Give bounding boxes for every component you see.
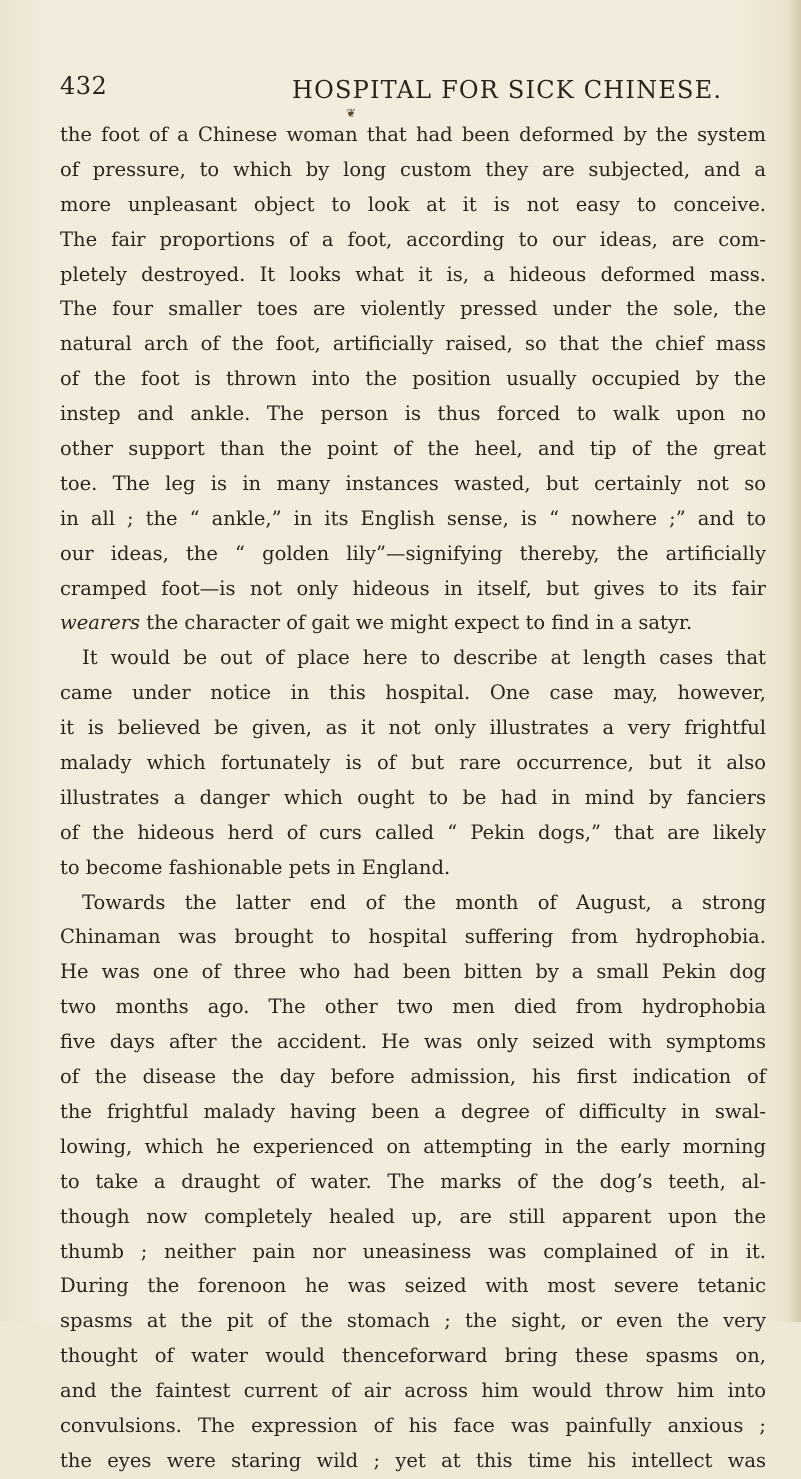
paragraph-start-line: Towards the latter end of the month of August, a strong <box>82 890 766 914</box>
text-line: instep and ankle. The person is thus forced to walk upon no <box>60 402 766 426</box>
text-line: The fair proportions of a foot, according to our ideas, are com- <box>60 227 766 251</box>
page-header <box>60 72 760 120</box>
text-line: cramped foot—is not only hideous in itself, but gives to its fair <box>60 576 766 600</box>
text-line: came under notice in this hospital. One case may, however, <box>60 681 766 705</box>
text-line: pletely destroyed. It looks what it is, a hideous deformed mass. <box>60 262 766 286</box>
text-line: malady which fortunately is of but rare occurrence, but it also <box>60 751 766 775</box>
text-line: thumb ; neither pain nor uneasiness was complained of in it. <box>60 1239 766 1263</box>
text-line: it is believed be given, as it not only illustrates a very frightful <box>60 716 766 740</box>
text-line: of the foot is thrown into the position usually occupied by the <box>60 367 766 391</box>
text-line: of the hideous herd of curs called “ Pekin dogs,” that are likely <box>60 820 766 844</box>
text-line: toe. The leg is in many instances wasted, but certainly not so <box>60 471 766 495</box>
paragraph-end-line: to become fashionable pets in England. <box>60 855 451 879</box>
text-line-remainder: the character of gait we might expect to find in a satyr. <box>146 611 693 635</box>
body-text <box>60 118 766 1479</box>
text-line: The four smaller toes are violently pressed under the sole, the <box>60 297 766 321</box>
text-line: five days after the accident. He was only seized with symptoms <box>60 1030 766 1054</box>
text-line: though now completely healed up, are still apparent upon the <box>60 1204 766 1228</box>
text-line: in all ; the “ ankle,” in its English sense, is “ nowhere ;” and to <box>60 506 766 530</box>
text-line: lowing, which he experienced on attempting in the early morning <box>60 1134 766 1158</box>
text-line: to take a draught of water. The marks of the dog’s teeth, al- <box>60 1169 766 1193</box>
text-line: Chinaman was brought to hospital suffering from hydrophobia. <box>60 925 766 949</box>
text-line: illustrates a danger which ought to be had in mind by fanciers <box>60 785 766 809</box>
text-line: two months ago. The other two men died from hydrophobia <box>60 995 766 1019</box>
text-line: During the forenoon he was seized with most severe tetanic <box>60 1274 766 1298</box>
text-line: and the faintest current of air across him would throw him into <box>60 1379 766 1403</box>
text-line-with-italic <box>60 606 766 641</box>
text-line: natural arch of the foot, artificially raised, so that the chief mass <box>60 332 766 356</box>
text-line: He was one of three who had been bitten by a small Pekin dog <box>60 960 766 984</box>
text-line: of the disease the day before admission, his first indication of <box>60 1065 766 1089</box>
italic-word: wearers <box>60 611 141 635</box>
text-line: convulsions. The expression of his face was painfully anxious ; <box>60 1413 766 1437</box>
text-line: more unpleasant object to look at it is not easy to conceive. <box>60 192 766 216</box>
text-line: thought of water would thenceforward bring these spasms on, <box>60 1344 766 1368</box>
text-line: other support than the point of the heel, and tip of the great <box>60 437 766 461</box>
running-head: HOSPITAL FOR SICK CHINESE. <box>292 76 723 104</box>
text-line: the foot of a Chinese woman that had been deformed by the system <box>60 123 766 146</box>
page-number: 432 <box>60 72 108 100</box>
text-line: of pressure, to which by long custom they are subjected, and a <box>60 157 766 181</box>
text-line: spasms at the pit of the stomach ; the sight, or even the very <box>60 1309 766 1333</box>
paragraph-start-line: It would be out of place here to describe at length cases that <box>82 646 766 670</box>
page-edge-shadow <box>787 0 801 1322</box>
text-line: our ideas, the “ golden lily”—signifying thereby, the artificially <box>60 541 766 565</box>
ornament-icon: ❦ <box>346 106 357 120</box>
text-line: the eyes were staring wild ; yet at this time his intellect was <box>60 1448 766 1472</box>
text-line: the frightful malady having been a degree of difficulty in swal- <box>60 1099 766 1123</box>
